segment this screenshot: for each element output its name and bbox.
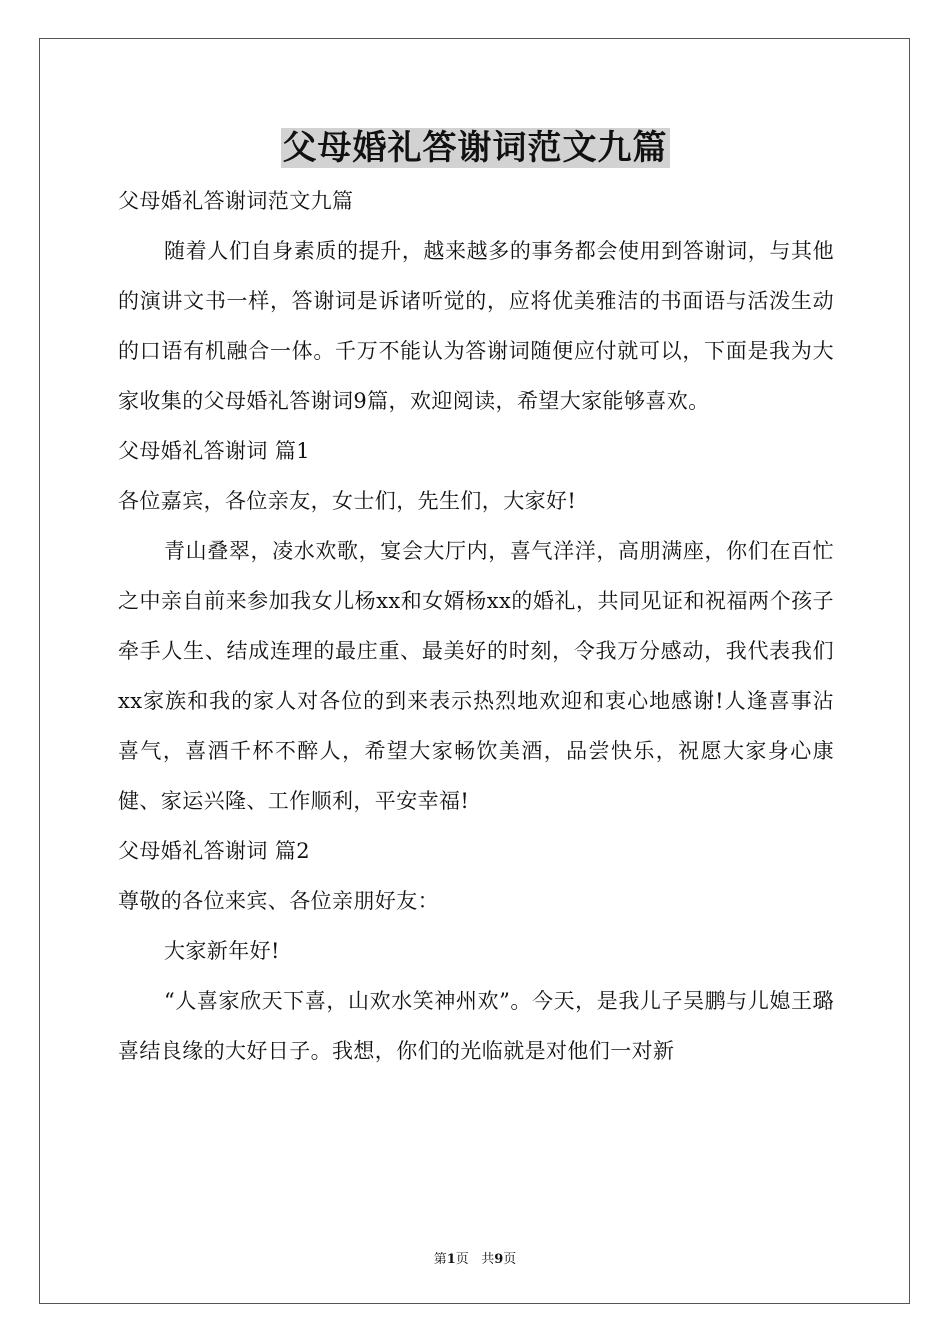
paragraph-intro: 随着人们自身素质的提升，越来越多的事务都会使用到答谢词，与其他的演讲文书一样，答谢词是诉诸听觉的，应将优美雅洁的书面语与活泼生动的口语有机融合一体。千万不能认为答谢词随便应付就可以，下面是我为大家收集的父母婚礼答谢词9篇，欢迎阅读，希望大家能够喜欢。 [118, 239, 834, 413]
paragraph-body-2: “人喜家欣天下喜，山欢水笑神州欢”。今天，是我儿子吴鹏与儿媳王璐喜结良缘的大好日子。我想，你们的光临就是对他们一对新 [118, 989, 834, 1063]
footer-page-suffix: 页 [455, 1252, 469, 1267]
footer-total-prefix: 共 [481, 1252, 495, 1267]
document-body [118, 176, 834, 1076]
footer-total-pages: 9 [494, 1252, 504, 1267]
document-title-text: 父母婚礼答谢词范文九篇 [282, 128, 668, 168]
paragraph-body-1: 青山叠翠，凌水欢歌，宴会大厅内，喜气洋洋，高朋满座，你们在百忙之中亲自前来参加我女儿杨xx和女婿杨xx的婚礼，共同见证和祝福两个孩子牵手人生、结成连理的最庄重、最美好的时刻，令我万分感动，我代表我们xx家族和我的家人对各位的到来表示热烈地欢迎和衷心地感谢!人逢喜事沾喜气，喜酒千杯不醉人，希望大家畅饮美酒，品尝快乐，祝愿大家身心康健、家运兴隆、工作顺利，平安幸福! [118, 539, 834, 813]
footer-page-number: 1 [446, 1252, 456, 1267]
page-footer [0, 1248, 950, 1267]
paragraph-subtitle: 父母婚礼答谢词范文九篇 [118, 189, 354, 213]
section-heading-1: 父母婚礼答谢词 篇1 [118, 439, 311, 463]
paragraph-new-year: 大家新年好! [164, 939, 280, 963]
footer-prefix: 第 [433, 1252, 447, 1267]
section-heading-2: 父母婚礼答谢词 篇2 [118, 839, 311, 863]
paragraph-greeting-2: 尊敬的各位来宾、各位亲朋好友： [118, 889, 439, 913]
paragraph-greeting-1: 各位嘉宾，各位亲友，女士们，先生们，大家好! [118, 489, 577, 513]
document-title [0, 126, 950, 170]
footer-total-suffix: 页 [503, 1252, 517, 1267]
